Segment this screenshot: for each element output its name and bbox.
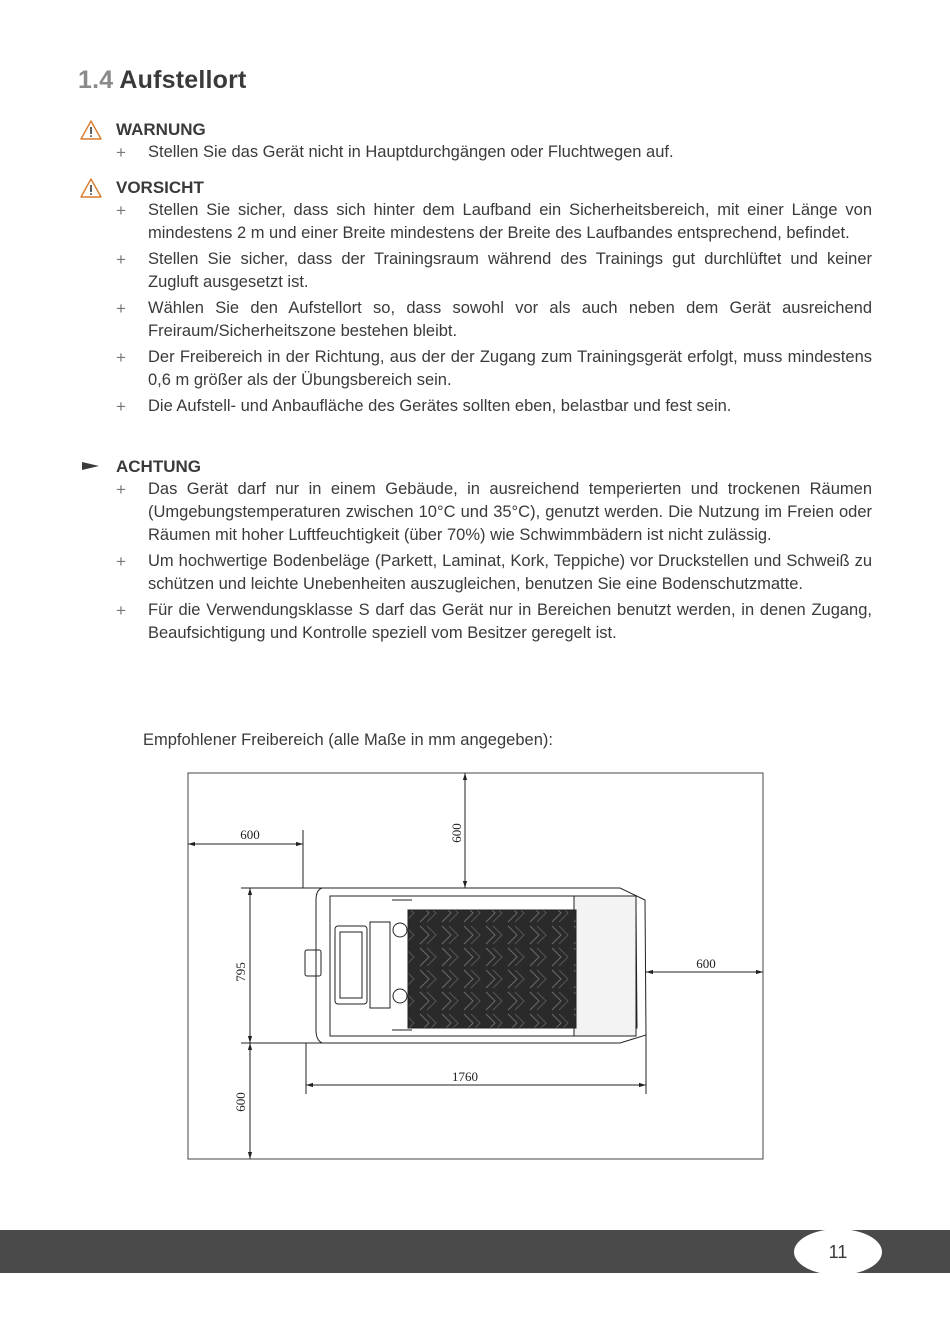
list-item: + Der Freibereich in der Richtung, aus der der Zugang zum Trainingsgerät erfolgt, muss mindestens 0,6 m größer als der Übungsbereich sein. <box>114 346 872 392</box>
page-number: 11 <box>794 1229 882 1275</box>
bullet-plus: + <box>116 299 126 318</box>
dim-top-label: 600 <box>449 823 464 843</box>
list-item: + Für die Verwendungsklasse S darf das Gerät nur in Bereichen benutzt werden, in denen Zugang, Beaufsichtigung und Kontrolle speziell vom Besitzer geregelt ist. <box>114 599 872 645</box>
bullet-plus: + <box>116 250 126 269</box>
bullet-plus: + <box>116 143 126 162</box>
bullet-plus: + <box>116 348 126 367</box>
section-number: 1.4 <box>78 66 114 94</box>
bullet-plus: + <box>116 601 126 620</box>
bullet-plus: + <box>116 552 126 571</box>
dim-bottom-label: 600 <box>233 1092 248 1112</box>
section-title: Aufstellort <box>119 66 247 94</box>
notice-label: VORSICHT <box>116 178 204 197</box>
dim-width-label: 795 <box>233 962 248 982</box>
bullet-plus: + <box>116 480 126 499</box>
treadmill-drawing <box>305 888 646 1043</box>
diagram-caption: Empfohlener Freibereich (alle Maße in mm angegeben): <box>143 731 553 749</box>
dim-length-label: 1760 <box>452 1069 478 1084</box>
list-item: + Das Gerät darf nur in einem Gebäude, in ausreichend temperierten und trockenen Räumen (Umgebungstemperaturen zwischen 10°C und 35°C), genutzt werden. Die Nutzung im Freien oder Räumen mit hoher Luftfeuchtigkeit (über 70%) wie Schwimmbädern ist nicht zulässig. <box>114 478 872 547</box>
dim-right-label: 600 <box>696 956 716 971</box>
bullet-plus: + <box>116 397 126 416</box>
list-item: + Die Aufstell- und Anbaufläche des Gerätes sollten eben, belastbar und fest sein. <box>114 395 872 418</box>
notice-label: ACHTUNG <box>116 457 201 476</box>
list-item: + Wählen Sie den Aufstellort so, dass sowohl vor als auch neben dem Gerät ausreichend Freiraum/Sicherheitszone bestehen bleibt. <box>114 297 872 343</box>
notice-label: WARNUNG <box>116 120 206 139</box>
list-item: + Stellen Sie sicher, dass der Trainingsraum während des Trainings gut durchlüftet und keiner Zugluft ausgesetzt ist. <box>114 248 872 294</box>
list-item: + Um hochwertige Bodenbeläge (Parkett, Laminat, Kork, Teppiche) vor Druckstellen und Schweiß zu schützen und leichte Unebenheiten auszugleichen, benutzen Sie eine Bodenschutzmatte. <box>114 550 872 596</box>
list-item: + Stellen Sie das Gerät nicht in Hauptdurchgängen oder Fluchtwegen auf. <box>114 141 872 164</box>
list-item: + Stellen Sie sicher, dass sich hinter dem Laufband ein Sicherheitsbereich, mit einer Länge von mindestens 2 m und einer Breite mindestens der Breite des Laufbandes entsprechend, befindet. <box>114 199 872 245</box>
dim-left-label: 600 <box>240 827 260 842</box>
bullet-plus: + <box>116 201 126 220</box>
